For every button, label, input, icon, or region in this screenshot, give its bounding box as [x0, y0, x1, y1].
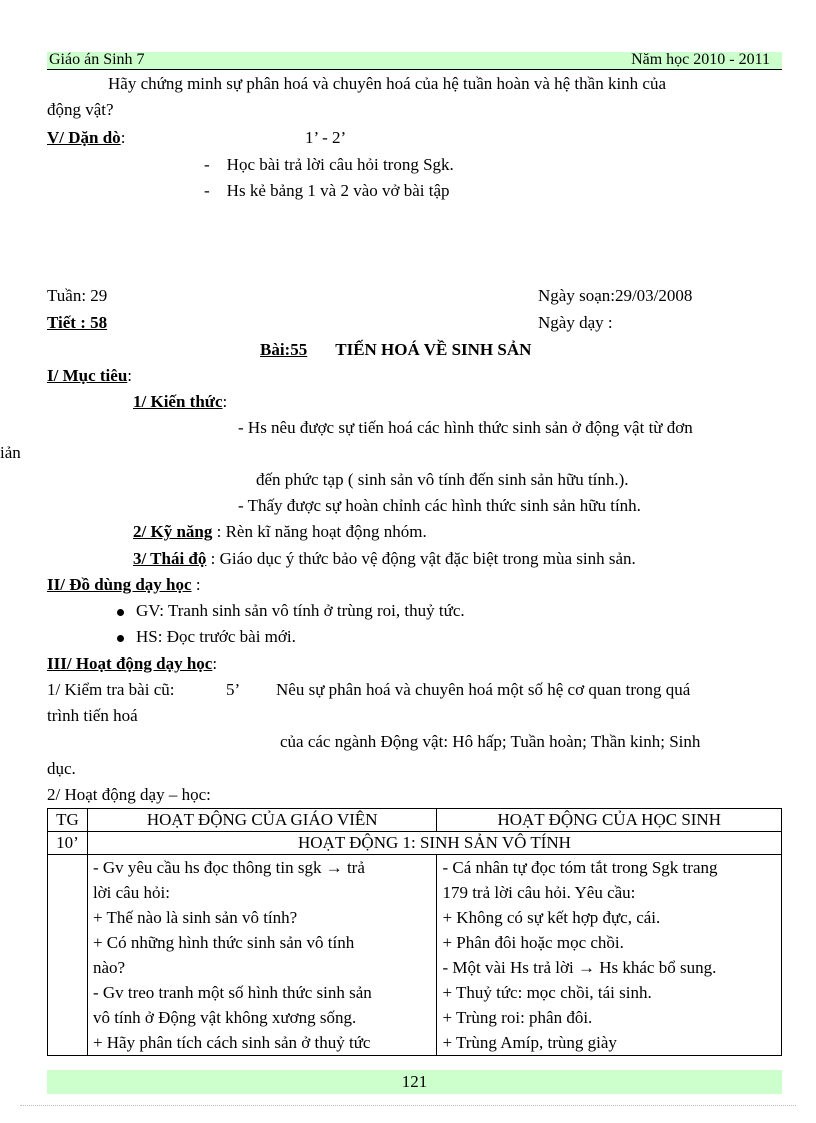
teach-date: Ngày dạy : — [538, 313, 613, 332]
check-label: 1/ Kiểm tra bài cũ: — [47, 680, 175, 699]
teaching-label: 2/ Hoạt động dạy – học: — [47, 785, 211, 804]
homework-title: V/ Dặn dò — [47, 128, 121, 147]
teacher-line: lời câu hỏi: — [92, 883, 170, 902]
homework-item-2: - Hs kẻ bảng 1 và 2 vào vở bài tập — [204, 181, 450, 200]
student-line: + Không có sự kết hợp đực, cái. — [442, 908, 661, 927]
section-row — [48, 832, 782, 855]
knowledge-heading: 1/ Kiến thức: — [133, 392, 228, 411]
question-line-1: Hãy chứng minh sự phân hoá và chuyên hoá của hệ tuần hoàn và hệ thần kinh của — [108, 74, 667, 93]
objectives-heading: I/ Mục tiêu: — [47, 366, 133, 385]
page-number: 121 — [401, 1072, 428, 1091]
bullet-icon — [117, 635, 124, 642]
check-line-3: của các ngành Động vật: Hô hấp; Tuần hoàn; Thần kinh; Sinh — [280, 732, 701, 751]
table-header-row — [48, 809, 782, 832]
student-line: + Trùng Amíp, trùng giày — [442, 1033, 617, 1052]
teacher-line: + Hãy phân tích cách sinh sản ở thuỷ tức — [92, 1033, 371, 1052]
page-header — [47, 52, 782, 70]
skill-text: : Rèn kĩ năng hoạt động nhóm. — [216, 522, 427, 541]
header-teacher: HOẠT ĐỘNG CỦA GIÁO VIÊN — [87, 809, 437, 832]
homework-item-1: - Học bài trả lời câu hỏi trong Sgk. — [204, 155, 454, 174]
teacher-line: - Gv yêu cầu hs đọc thông tin sgk → trả — [92, 858, 365, 877]
header-right: Năm học 2010 - 2011 — [631, 51, 770, 68]
check-line-2: trình tiến hoá — [47, 706, 138, 725]
header-student: HOẠT ĐỘNG CỦA HỌC SINH — [437, 809, 782, 832]
knowledge-line-3: - Thấy được sự hoàn chỉnh các hình thức sinh sản hữu tính. — [238, 496, 641, 515]
student-line: + Phân đôi hoặc mọc chồi. — [442, 933, 624, 952]
homework-colon: : — [120, 128, 126, 147]
week-label: Tuần: 29 — [47, 286, 108, 305]
student-line: + Thuỷ tức: mọc chồi, tái sinh. — [442, 983, 652, 1002]
homework-heading — [47, 127, 125, 149]
student-line: + Trùng roi: phân đôi. — [442, 1008, 593, 1027]
page-divider — [20, 1105, 796, 1106]
student-line: 179 trả lời câu hỏi. Yêu cầu: — [442, 883, 636, 902]
student-cell — [437, 855, 782, 1056]
table-row — [48, 855, 782, 1056]
materials-item-hs: HS: Đọc trước bài mới. — [117, 626, 296, 648]
teacher-line: vô tính ở Động vật không xương sống. — [92, 1008, 357, 1027]
check-text: Nêu sự phân hoá và chuyên hoá một số hệ cơ quan trong quá — [276, 680, 691, 699]
materials-title: II/ Đồ dùng dạy học — [47, 575, 192, 594]
teacher-line: - Gv treo tranh một số hình thức sinh sản — [92, 983, 372, 1002]
student-line: - Cá nhân tự đọc tóm tắt trong Sgk trang — [442, 858, 718, 877]
teacher-line: nào? — [92, 958, 126, 977]
lesson-title: TIẾN HOÁ VỀ SINH SẢN — [335, 340, 532, 359]
activity-table — [47, 808, 782, 1056]
skill-row — [133, 521, 427, 543]
period-label: Tiết : 58 — [47, 313, 108, 332]
knowledge-line-1: - Hs nêu được sự tiến hoá các hình thức sinh sản ở động vật từ đơn — [238, 418, 693, 437]
teacher-line: + Thế nào là sinh sản vô tính? — [92, 908, 298, 927]
lesson-number: Bài:55 — [260, 340, 308, 359]
skill-title: 2/ Kỹ năng — [133, 522, 213, 541]
attitude-row — [133, 548, 636, 570]
knowledge-title: 1/ Kiến thức — [133, 392, 223, 411]
check-time: 5’ — [226, 680, 241, 699]
prep-date: Ngày soạn:29/03/2008 — [538, 286, 693, 305]
lesson-heading — [260, 339, 531, 361]
time-cell — [48, 855, 88, 1056]
materials-item-gv: GV: Tranh sinh sản vô tính ở trùng roi, thuỷ tức. — [117, 600, 465, 622]
attitude-title: 3/ Thái độ — [133, 549, 207, 568]
homework-time: 1’ - 2’ — [305, 128, 347, 147]
check-line-4: dục. — [47, 759, 76, 778]
section-title: HOẠT ĐỘNG 1: SINH SẢN VÔ TÍNH — [87, 832, 781, 855]
objectives-title: I/ Mục tiêu — [47, 366, 128, 385]
teacher-line: + Có những hình thức sinh sản vô tính — [92, 933, 355, 952]
knowledge-line-2: đến phức tạp ( sinh sản vô tính đến sinh sản hữu tính.). — [256, 470, 629, 489]
question-line-2: động vật? — [47, 100, 114, 119]
bullet-icon — [117, 609, 124, 616]
teacher-cell — [87, 855, 437, 1056]
activities-heading: III/ Hoạt động dạy học: — [47, 654, 218, 673]
header-left: Giáo án Sinh 7 — [49, 51, 145, 68]
stray-fragment: iản — [0, 443, 21, 462]
attitude-text: : Giáo dục ý thức bảo vệ động vật đặc biệt trong mùa sinh sản. — [210, 549, 636, 568]
activities-title: III/ Hoạt động dạy học — [47, 654, 213, 673]
page-footer — [47, 1070, 782, 1094]
materials-heading: II/ Đồ dùng dạy học : — [47, 575, 201, 594]
header-tg: TG — [48, 809, 88, 832]
student-line: - Một vài Hs trả lời → Hs khác bổ sung. — [442, 958, 717, 977]
section-time: 10’ — [48, 832, 88, 855]
